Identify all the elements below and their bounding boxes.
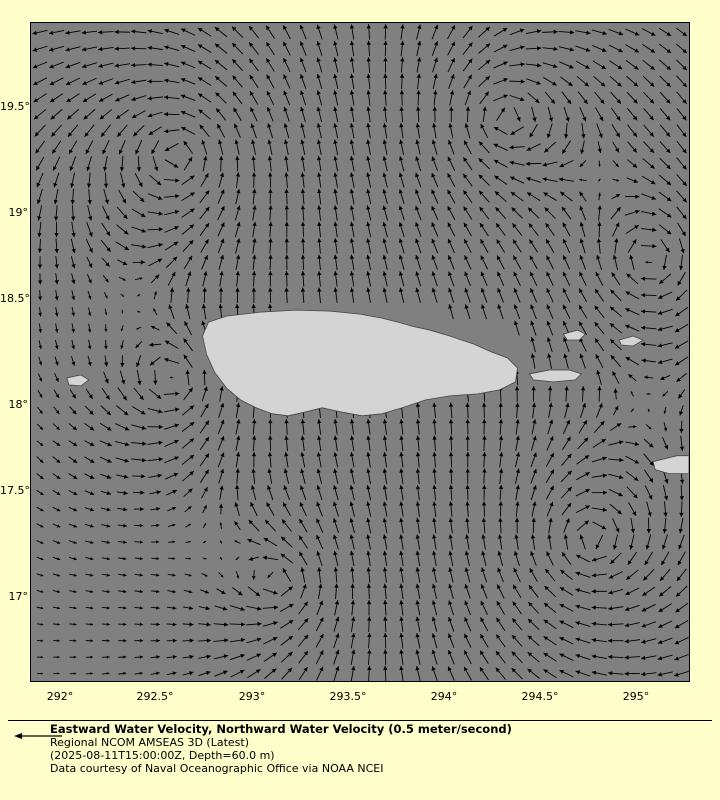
x-tick-label: 293° bbox=[238, 690, 266, 703]
land-mask-layer bbox=[31, 23, 689, 681]
legend-title: Eastward Water Velocity, Northward Water Velocity (0.5 meter/second) bbox=[50, 722, 512, 736]
x-tick-label: 293.5° bbox=[329, 690, 367, 703]
mona-island bbox=[67, 375, 89, 386]
y-tick-label: 18.5° bbox=[0, 292, 30, 305]
y-tick-label: 18° bbox=[8, 398, 28, 411]
map-plot-area[interactable] bbox=[30, 22, 690, 682]
y-tick-label: 17.5° bbox=[0, 484, 30, 497]
legend-source-line: Regional NCOM AMSEAS 3D (Latest) bbox=[50, 736, 249, 749]
legend-time-line: (2025-08-11T15:00:00Z, Depth=60.0 m) bbox=[50, 749, 275, 762]
puerto-rico-island bbox=[202, 310, 517, 416]
legend-divider bbox=[8, 720, 712, 721]
culebra-island bbox=[563, 330, 585, 340]
x-tick-label: 292.5° bbox=[136, 690, 174, 703]
eastern-cay bbox=[619, 336, 643, 346]
eastern-island-edge bbox=[653, 456, 689, 474]
legend-courtesy-line: Data courtesy of Naval Oceanographic Office via NOAA NCEI bbox=[50, 762, 384, 775]
legend-area bbox=[0, 714, 720, 800]
x-tick-label: 294.5° bbox=[521, 690, 559, 703]
y-tick-label: 17° bbox=[8, 590, 28, 603]
x-tick-label: 292° bbox=[46, 690, 74, 703]
vieques-island bbox=[529, 370, 581, 382]
x-tick-label: 295° bbox=[622, 690, 650, 703]
y-tick-label: 19.5° bbox=[0, 100, 30, 113]
y-tick-label: 19° bbox=[8, 206, 28, 219]
x-tick-label: 294° bbox=[430, 690, 458, 703]
legend-text-block bbox=[50, 722, 700, 775]
